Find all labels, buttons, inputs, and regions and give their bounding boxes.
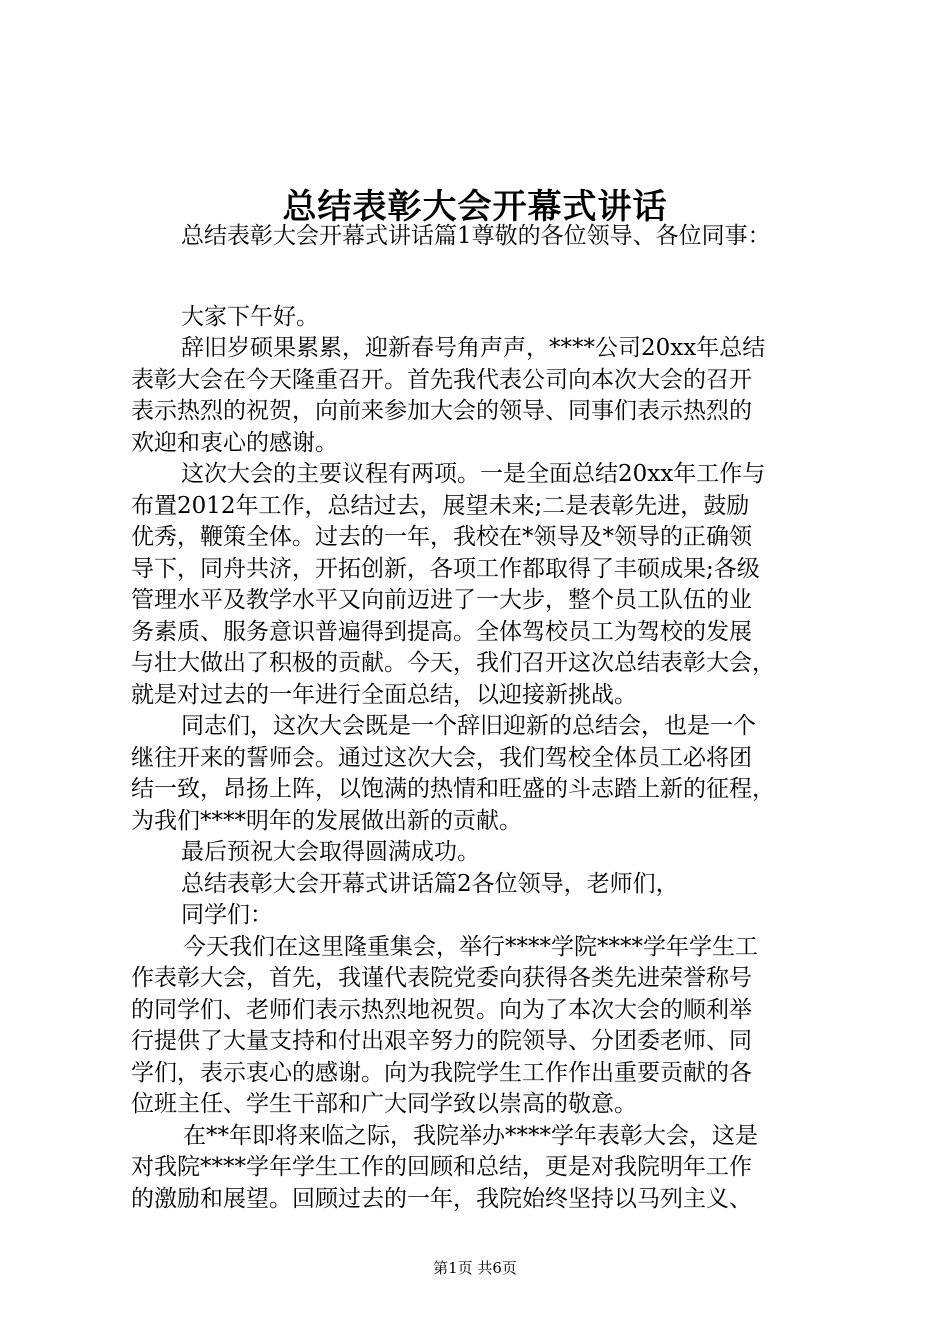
text-line: 总结表彰大会开幕式讲话篇2各位领导，老师们， [181, 870, 679, 897]
text-line: 就是对过去的一年进行全面总结，以迎接新挑战。 [131, 681, 637, 708]
text-line: 表彰大会在今天隆重召开。首先我代表公司向本次大会的召开 [131, 366, 752, 393]
text-line: 位班主任、学生干部和广大同学致以崇高的敬意。 [131, 1091, 637, 1117]
text-line: 对我院****学年学生工作的回顾和总结，更是对我院明年工作 [131, 1154, 752, 1180]
text-line: 这次大会的主要议程有两项。一是全面总结20xx年工作与 [181, 461, 766, 487]
text-line: 同志们，这次大会既是一个辞旧迎新的总结会，也是一个 [181, 713, 756, 739]
text-line: 结一致，昂扬上阵，以饱满的热情和旺盛的斗志踏上新的征程， [131, 776, 775, 802]
text-line: 与壮大做出了积极的贡献。今天，我们召开这次总结表彰大会， [131, 650, 775, 676]
text-line: 今天我们在这里隆重集会，举行****学院****学年学生工 [183, 933, 758, 960]
text-line: 作表彰大会，首先，我谨代表院党委向获得各类先进荣誉称号 [131, 965, 752, 991]
page-number-footer: 第1页 共6页 [433, 1259, 517, 1277]
text-line: 大家下午好。 [181, 303, 319, 330]
text-line: 同学们： [181, 902, 273, 928]
document-body [131, 221, 831, 1215]
text-line: 的激励和展望。回顾过去的一年，我院始终坚持以马列主义、 [131, 1185, 752, 1212]
text-line: 导下，同舟共济，开拓创新，各项工作都取得了丰硕成果;各级 [131, 555, 760, 582]
text-line: 行提供了大量支持和付出艰辛努力的院领导、分团委老师、同 [131, 1028, 752, 1054]
text-line: 总结表彰大会开幕式讲话篇1尊敬的各位领导、各位同事： [181, 223, 771, 249]
text-line: 学们，表示衷心的感谢。向为我院学生工作作出重要贡献的各 [131, 1059, 752, 1086]
text-line: 在**年即将来临之际，我院举办****学年表彰大会，这是 [183, 1122, 758, 1149]
text-line: 表示热烈的祝贺，向前来参加大会的领导、同事们表示热烈的 [131, 398, 752, 424]
paragraph-gap [131, 253, 831, 302]
text-line: 最后预祝大会取得圆满成功。 [181, 839, 480, 865]
text-line: 欢迎和衷心的感谢。 [131, 429, 338, 456]
text-line: 管理水平及教学水平又向前迈进了一大步，整个员工队伍的业 [131, 587, 752, 613]
text-line: 继往开来的誓师会。通过这次大会，我们驾校全体员工必将团 [131, 744, 752, 771]
text-line: 辞旧岁硕果累累，迎新春号角声声，****公司20xx年总结 [181, 335, 766, 361]
text-line: 为我们****明年的发展做出新的贡献。 [131, 807, 522, 834]
text-line: 布置2012年工作，总结过去，展望未来;二是表彰先进，鼓励 [131, 492, 750, 519]
text-line: 的同学们、老师们表示热烈地祝贺。向为了本次大会的顺利举 [131, 996, 752, 1023]
document-title: 总结表彰大会开幕式讲话 [282, 187, 668, 227]
text-line: 务素质、服务意识普遍得到提高。全体驾校员工为驾校的发展 [131, 618, 752, 645]
text-line: 优秀，鞭策全体。过去的一年，我校在*领导及*领导的正确领 [131, 524, 752, 550]
